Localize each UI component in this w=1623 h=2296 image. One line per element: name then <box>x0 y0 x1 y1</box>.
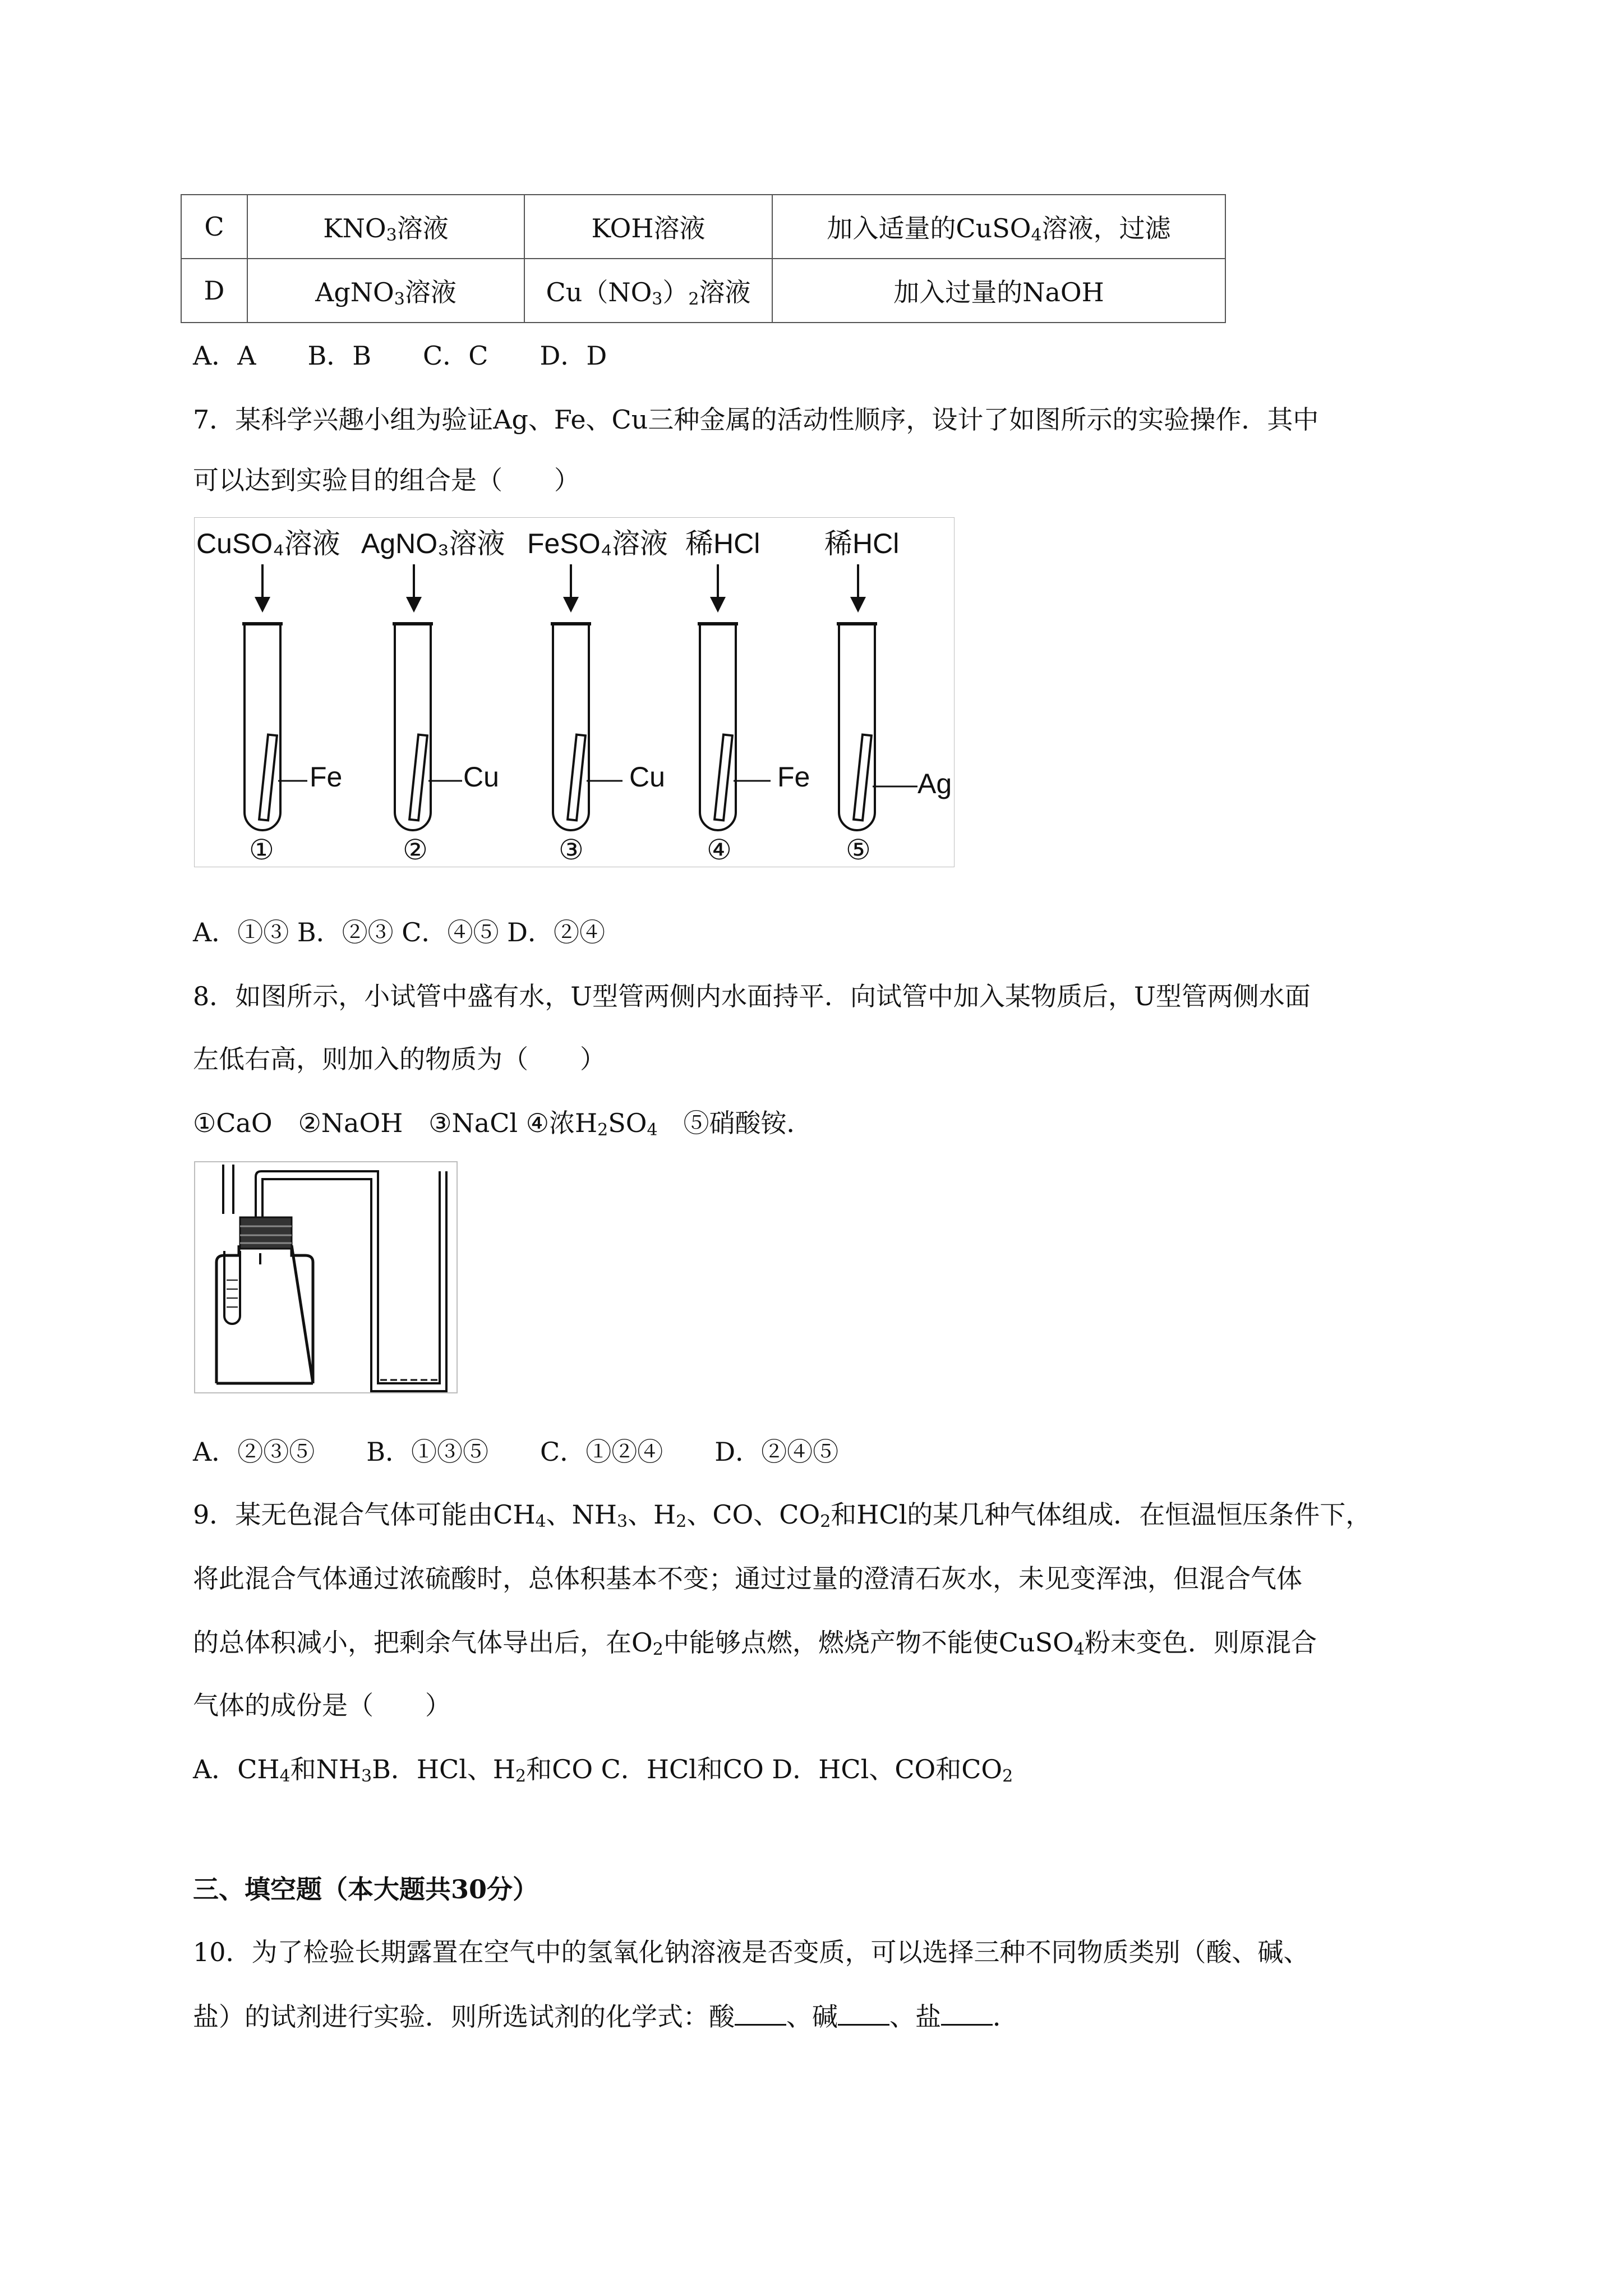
tube-number: ① <box>249 834 274 866</box>
q7-options: A．①③ B．②③ C．④⑤ D．②④ <box>193 917 605 947</box>
tube-number: ② <box>403 834 428 866</box>
table-cell: $KNO_3$溶液 <box>247 195 524 259</box>
answer-blank-salt[interactable] <box>941 1999 993 2026</box>
tube-number: ④ <box>707 834 732 866</box>
table-row <box>181 195 1225 259</box>
q7-line2: 可以达到实验目的组合是（ ） <box>193 465 580 495</box>
table-cell: 加入过量的NaOH <box>772 259 1225 323</box>
tube-number: ③ <box>559 834 584 866</box>
tube-metal-label: Cu <box>629 761 665 793</box>
tube-metal-label: Fe <box>310 761 343 793</box>
q9-line1: 9．某无色混合气体可能由$CH_4$、$NH_3$、$H_2$、CO、$CO_2$和HCl的某几种气体组成．在恒温恒压条件下， <box>193 1499 1372 1531</box>
tube-reagent-label: FeSO₄溶液 <box>527 528 668 559</box>
tube-metal-label: Cu <box>463 761 499 793</box>
tube-reagent-label: 稀HCl <box>824 528 900 559</box>
q7-test-tube-figure <box>194 517 955 867</box>
q9-line2: 将此混合气体通过浓硫酸时，总体积基本不变；通过过量的澄清石灰水，未见变浑浊，但混合气体 <box>193 1563 1302 1594</box>
q9-line3: 的总体积减小，把剩余气体导出后，在$O_2$中能够点燃，燃烧产物不能使CuSO$_4$粉末变色．则原混合 <box>193 1627 1317 1659</box>
table-cell: KOH溶液 <box>524 195 772 259</box>
options-table <box>181 194 1226 323</box>
answer-blank-acid[interactable] <box>735 1999 786 2026</box>
tube-reagent-label: CuSO₄溶液 <box>196 528 340 559</box>
q8-items: ①CaO ②NaOH ③NaCl ④浓$H_2SO_4$ ⑤硝酸铵． <box>193 1108 813 1140</box>
tube-reagent-label: AgNO₃溶液 <box>361 528 505 559</box>
table-cell: AgNO$_3$溶液 <box>247 259 524 323</box>
q6-options: A．A B．B C．C D．D <box>193 341 607 371</box>
q9-options: A．$CH_4$和$NH_3B$．HCl、$H_2$和CO C．HCl和CO D．HCl、CO和$CO_2$ <box>193 1754 1013 1786</box>
tube-reagent-label: 稀HCl <box>685 528 760 559</box>
tube-metal-label: Fe <box>777 761 810 793</box>
q7-line1: 7．某科学兴趣小组为验证Ag、Fe、Cu三种金属的活动性顺序，设计了如图所示的实验操作．其中 <box>193 404 1319 435</box>
q8-options: A．②③⑤ B．①③⑤ C．①②④ D．②④⑤ <box>193 1437 839 1467</box>
q10-line1: 10．为了检验长期露置在空气中的氢氧化钠溶液是否变质，可以选择三种不同物质类别（酸、碱、 <box>193 1937 1310 1967</box>
answer-blank-base[interactable] <box>838 1999 889 2026</box>
table-cell: $Cu(NO_3)_2$溶液 <box>524 259 772 323</box>
q8-line2: 左低右高，则加入的物质为（ ） <box>193 1044 606 1074</box>
table-cell: 加入适量的CuSO$_4$溶液，过滤 <box>772 195 1225 259</box>
tube-number: ⑤ <box>846 834 871 866</box>
q8-u-tube-apparatus <box>194 1161 458 1393</box>
table-cell: C <box>181 195 247 259</box>
q8-line1: 8．如图所示，小试管中盛有水，U型管两侧内水面持平．向试管中加入某物质后，U型管两侧水面 <box>193 981 1311 1011</box>
section-heading: 三、填空题（本大题共30分） <box>193 1874 539 1904</box>
q10-line2: 盐）的试剂进行实验．则所选试剂的化学式：酸 、碱 、盐 ． <box>193 1999 1018 2033</box>
table-cell: D <box>181 259 247 323</box>
q9-line4: 气体的成份是（ ） <box>193 1690 451 1720</box>
tube-metal-label: Ag <box>917 768 952 799</box>
table-row <box>181 259 1225 323</box>
